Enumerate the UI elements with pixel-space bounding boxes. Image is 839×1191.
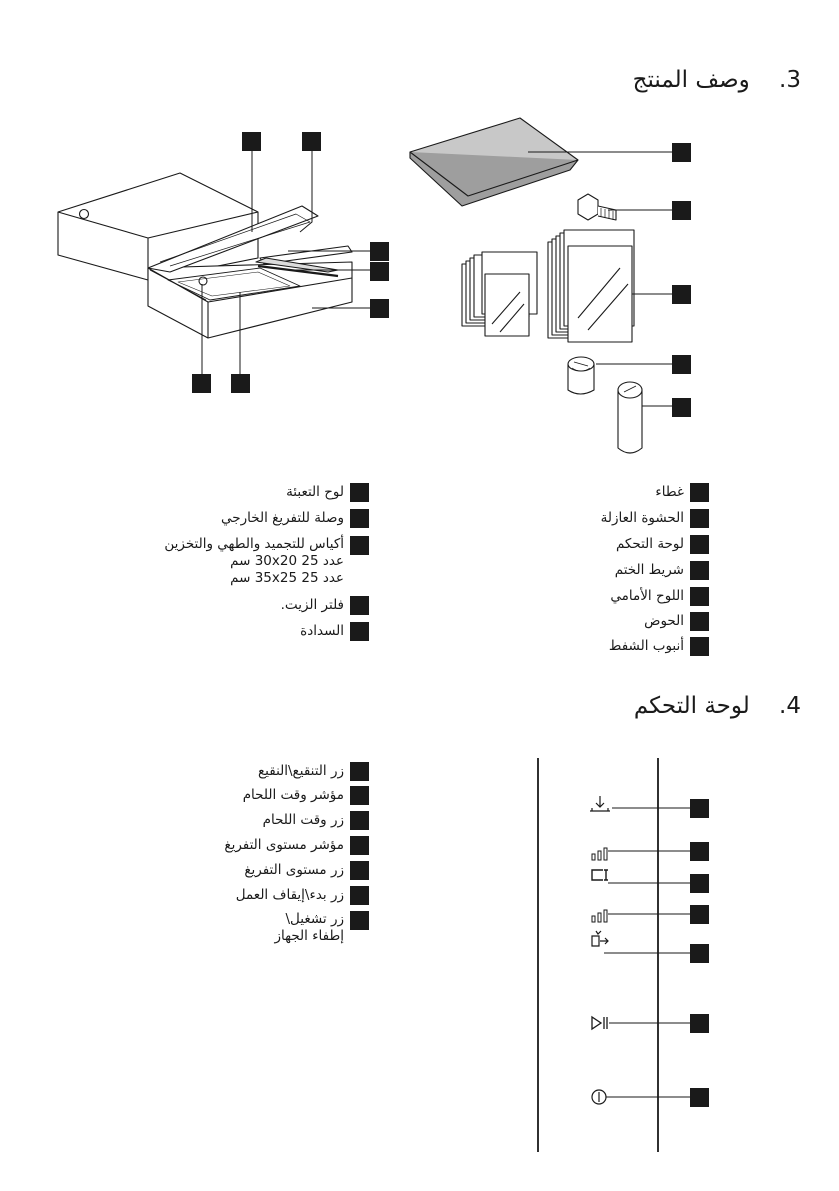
legend-left-item: [286, 483, 369, 505]
legend-label: وصلة للتفريغ الخارجي: [221, 510, 344, 526]
legend-label: فلتر الزيت.: [280, 597, 344, 613]
legend-label-multiline: [164, 536, 344, 587]
legend-label: أنبوب الشفط: [608, 638, 684, 654]
legend-label: مؤشر مستوى التفريغ: [224, 837, 344, 853]
power-icon: [592, 1090, 606, 1104]
legend-label-multiline: [274, 911, 344, 945]
control-legend-item: [236, 886, 369, 908]
section-4-heading: [634, 693, 801, 719]
legend-label: زر مستوى التفريغ: [244, 862, 344, 878]
seal-level-indicator-icon: [592, 848, 607, 860]
legend-label: السدادة: [300, 623, 344, 639]
control-panel-diagram: [520, 750, 720, 1160]
legend-label-line-2: إطفاء الجهاز: [274, 928, 344, 944]
bags-large-drawing: [548, 230, 634, 342]
legend-label: غطاء: [655, 484, 684, 500]
callout-square: [690, 587, 709, 606]
callout-square: [690, 561, 709, 580]
seal-time-icon: [592, 870, 608, 880]
legend-right-item: [644, 612, 709, 634]
legend-right-item: [610, 587, 709, 609]
section-4-title: لوحة التحكم: [633, 693, 750, 719]
legend-label: الحوض: [644, 613, 684, 629]
legend-right-item: [601, 509, 709, 531]
control-legend-item: [243, 786, 369, 808]
callout-square: [350, 811, 369, 830]
callout-square: [690, 535, 709, 554]
section-3-title: وصف المنتج: [632, 67, 750, 93]
connector-drawing: [578, 194, 616, 220]
oil-filter-drawing: [568, 357, 594, 394]
callout-square: [350, 622, 369, 641]
suction-pipe-drawing: [618, 382, 642, 453]
legend-left-item: [281, 596, 369, 618]
vacuum-drawer-drawing: [58, 173, 352, 338]
control-legend-item: [224, 836, 369, 858]
section-3-number: 3.: [779, 67, 801, 93]
vacuum-level-indicator-icon: [592, 910, 607, 922]
legend-label: أكياس للتجميد والطهي والتخزين: [164, 536, 344, 552]
legend-label: شريط الختم: [614, 562, 684, 578]
callout-square: [350, 786, 369, 805]
play-pause-icon: [592, 1017, 607, 1029]
callout-square: [350, 509, 369, 528]
control-legend-item: [274, 911, 369, 944]
legend-left-item: [221, 509, 369, 531]
callout-square: [350, 596, 369, 615]
legend-right-item: [615, 561, 709, 583]
callout-square: [350, 886, 369, 905]
control-legend-item: [244, 861, 369, 883]
legend-label: اللوح الأمامي: [610, 588, 684, 604]
callout-square: [350, 911, 369, 930]
bags-small-drawing: [462, 252, 537, 336]
callout-square: [350, 861, 369, 880]
legend-label: زر التنقيع\النقيع: [257, 763, 344, 779]
legend-left-item: [164, 536, 369, 586]
legend-right-item: [616, 535, 709, 557]
product-illustration: [0, 0, 839, 470]
lid-board-drawing: [410, 118, 578, 206]
callout-square: [690, 483, 709, 502]
legend-left-item: [300, 622, 369, 644]
section-4-number: 4.: [779, 693, 801, 719]
legend-label: زر تشغيل\: [285, 911, 344, 927]
callout-square: [350, 836, 369, 855]
callout-square: [350, 762, 369, 781]
legend-label: لوحة التحكم: [615, 536, 684, 552]
legend-label: زر بدء\إيقاف العمل: [235, 887, 344, 903]
legend-label: زر وقت اللحام: [262, 812, 344, 828]
callout-square: [350, 483, 369, 502]
legend-right-item: [609, 637, 709, 659]
callout-square: [350, 536, 369, 555]
callout-square: [690, 509, 709, 528]
legend-label-line-3: عدد 25 35x25 سم: [230, 570, 344, 586]
legend-right-item: [655, 483, 709, 505]
legend-label: لوح التعبئة: [286, 484, 344, 500]
vacuum-level-icon: [592, 931, 608, 946]
control-legend-item: [258, 762, 369, 784]
marinate-icon: [590, 796, 610, 811]
legend-label-line-2: عدد 25 30x20 سم: [230, 553, 344, 569]
legend-label: مؤشر وقت اللحام: [242, 787, 344, 803]
legend-label: الحشوة العازلة: [600, 510, 684, 526]
callout-square: [690, 637, 709, 656]
callout-square: [690, 612, 709, 631]
control-legend-item: [263, 811, 369, 833]
